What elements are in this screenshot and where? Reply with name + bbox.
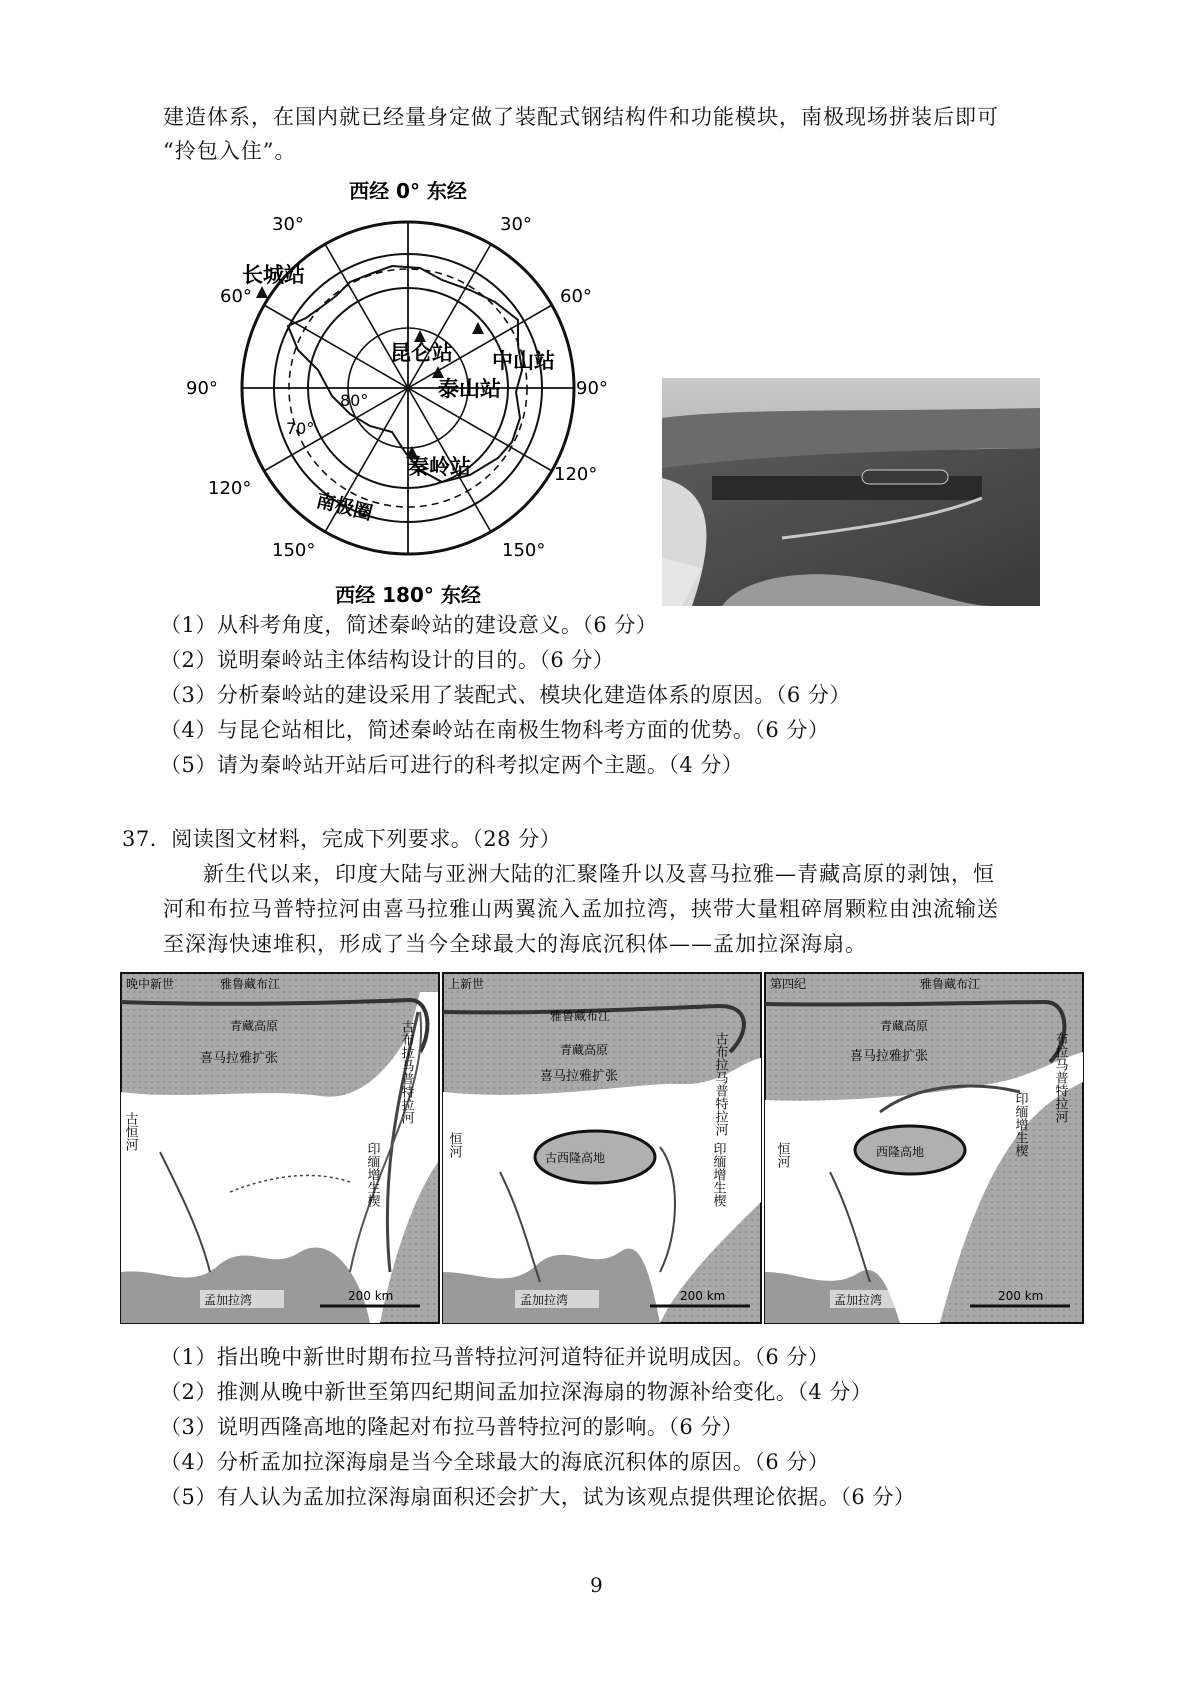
- intro-line-1: 建造体系，在国内就已经量身定做了装配式钢结构件和功能模块，南极现场拼装后即可: [163, 105, 999, 129]
- lon-120-right: 120°: [554, 464, 598, 485]
- panel2-ganges: 恒河: [446, 1132, 462, 1158]
- panel-1: [121, 973, 439, 1323]
- q37-para-line-2: 河和布拉马普特拉河由喜马拉雅山两翼流入孟加拉湾，挟带大量粗碎屑颗粒由浊流输送: [163, 897, 999, 921]
- panel3-plateau: 青藏高原: [880, 1019, 929, 1033]
- map-top-label: 西经 0° 东经: [349, 179, 467, 203]
- lat-80-label: 80°: [340, 391, 369, 410]
- qinling-label: 秦岭站: [408, 455, 471, 479]
- bengal-fan-maps: [120, 972, 1084, 1324]
- changcheng-marker: [256, 286, 268, 298]
- panel3-yarlung: 雅鲁藏布江: [920, 977, 981, 991]
- q36-item-5: （5）请为秦岭站开站后可进行的科考拟定两个主题。（4 分）: [160, 753, 744, 777]
- panel3-brahmaputra: 布拉马普特拉河: [1052, 1032, 1068, 1123]
- panel1-ganges: 古恒河: [122, 1112, 138, 1151]
- panel1-yarlung: 雅鲁藏布江: [220, 977, 281, 991]
- panel1-himalaya: 喜马拉雅扩张: [200, 1051, 279, 1066]
- panel2-himalaya: 喜马拉雅扩张: [540, 1069, 619, 1084]
- panel1-indo: 印缅增生楔: [364, 1142, 380, 1207]
- panel2-yarlung: 雅鲁藏布江: [550, 1009, 611, 1023]
- lon-120-left: 120°: [208, 478, 252, 499]
- panel3-indo: 印缅增生楔: [1012, 1092, 1028, 1157]
- q37-item-5: （5）有人认为孟加拉深海扇面积还会扩大，试为该观点提供理论依据。（6 分）: [160, 1485, 916, 1509]
- lon-150-right: 150°: [502, 540, 546, 561]
- zhongshan-marker: [472, 322, 484, 334]
- panel3-himalaya: 喜马拉雅扩张: [850, 1049, 929, 1064]
- lon-60-left: 60°: [220, 286, 252, 307]
- panel3-era: 第四纪: [770, 977, 807, 991]
- q37-item-4: （4）分析孟加拉深海扇是当今全球最大的海底沉积体的原因。（6 分）: [160, 1450, 830, 1474]
- panel1-plateau: 青藏高原: [230, 1019, 279, 1033]
- panel2-shillong: 古西隆高地: [545, 1151, 606, 1165]
- q37-item-1: （1）指出晚中新世时期布拉马普特拉河河道特征并说明成因。（6 分）: [160, 1345, 830, 1369]
- panel3-bay: 孟加拉湾: [834, 1293, 883, 1307]
- panel2-brahmaputra: 古布拉马普特拉河: [712, 1032, 728, 1136]
- lon-30-right: 30°: [500, 214, 532, 235]
- lon-90-left: 90°: [186, 378, 218, 399]
- panel3-ganges: 恒河: [774, 1142, 790, 1168]
- q37-item-3: （3）说明西隆高地的隆起对布拉马普特拉河的影响。（6 分）: [160, 1415, 744, 1439]
- panel3-shillong: 西隆高地: [876, 1145, 925, 1159]
- panel1-scale: 200 km: [348, 1289, 394, 1303]
- station-aerial-photo: [662, 378, 1040, 606]
- lat-70-label: 70°: [286, 419, 315, 438]
- q36-item-3: （3）分析秦岭站的建设采用了装配式、模块化建造体系的原因。（6 分）: [160, 683, 851, 707]
- lon-90-right: 90°: [576, 378, 608, 399]
- map-bottom-label: 西经 180° 东经: [335, 583, 481, 606]
- panel2-plateau: 青藏高原: [560, 1043, 609, 1057]
- antarctic-circle-label: 南极圈: [314, 489, 375, 525]
- q37-title: 37．阅读图文材料，完成下列要求。（28 分）: [122, 827, 562, 851]
- panel1-bay: 孟加拉湾: [204, 1293, 253, 1307]
- kunlun-label: 昆仑站: [390, 341, 453, 365]
- panel2-indo: 印缅增生楔: [710, 1142, 726, 1207]
- lon-150-left: 150°: [272, 540, 316, 561]
- panel2-bay: 孟加拉湾: [520, 1293, 569, 1307]
- panel2-era: 上新世: [448, 977, 485, 991]
- q37-para-line-1: 新生代以来，印度大陆与亚洲大陆的汇聚隆升以及喜马拉雅—青藏高原的剥蚀，恒: [203, 862, 995, 886]
- changcheng-label: 长城站: [242, 263, 305, 287]
- zhongshan-label: 中山站: [492, 349, 555, 373]
- q36-item-4: （4）与昆仑站相比，简述秦岭站在南极生物科考方面的优势。（6 分）: [160, 718, 830, 742]
- q37-item-2: （2）推测从晚中新世至第四纪期间孟加拉深海扇的物源补给变化。（4 分）: [160, 1380, 873, 1404]
- panel1-era: 晚中新世: [126, 977, 175, 991]
- panel3-scale: 200 km: [998, 1289, 1044, 1303]
- lon-60-right: 60°: [560, 286, 592, 307]
- q36-item-1: （1）从科考角度，简述秦岭站的建设意义。（6 分）: [160, 613, 658, 637]
- panel1-brahmaputra: 古布拉马普特拉河: [398, 1020, 414, 1124]
- lon-30-left: 30°: [272, 214, 304, 235]
- intro-line-2: “拎包入住”。: [163, 139, 297, 163]
- panel2-scale: 200 km: [680, 1289, 726, 1303]
- taishan-label: 泰山站: [438, 377, 501, 401]
- q36-item-2: （2）说明秦岭站主体结构设计的目的。（6 分）: [160, 648, 615, 672]
- page-number: 9: [590, 1573, 603, 1597]
- q37-para-line-3: 至深海快速堆积，形成了当今全球最大的海底沉积体——孟加拉深海扇。: [163, 932, 867, 956]
- antarctic-map: [180, 170, 620, 606]
